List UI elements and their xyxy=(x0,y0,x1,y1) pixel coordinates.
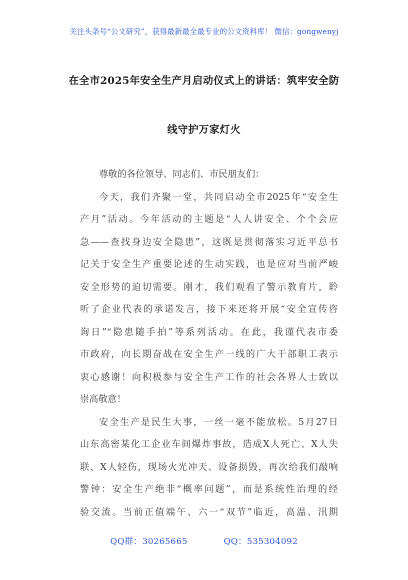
paragraph-line: 今天，我们齐聚一堂，共同启动全市2025年“安全生 xyxy=(99,191,338,203)
document-title-line-2: 线守护万家灯火 xyxy=(167,124,241,136)
paragraph-line: 山东高密某化工企业车间爆炸事故，造成X人死亡、X人失 xyxy=(80,439,338,450)
paragraph-1 xyxy=(80,187,338,412)
paragraph-line: 联、X人轻伤，现场火光冲天、设备损毁，再次给我们敲响 xyxy=(80,461,338,473)
paragraph-line: 衷心感谢！向积极参与安全生产工作的社会各界人士致以 xyxy=(80,371,338,383)
paragraph-line: 验交流。当前正值端午、六一“双节”临近，高温、汛期 xyxy=(80,506,338,518)
qq-group-number[interactable]: QQ群：30265665 xyxy=(110,537,188,547)
paragraph-line: 市政府，向长期奋战在安全生产一线的广大干部职工表示 xyxy=(80,349,338,360)
footer xyxy=(0,535,408,547)
paragraph-line: 急——查找身边安全隐患”，这既是贯彻落实习近平总书 xyxy=(80,236,338,248)
paragraph-2 xyxy=(80,412,338,525)
paragraph-line: 询日”“隐患随手拍”等系列活动。在此，我谨代表市委 xyxy=(80,326,338,338)
paragraph-line: 产月”活动。今年活动的主题是“人人讲安全、个个会应 xyxy=(80,214,338,225)
banner-link[interactable]: 关注头条号“公文研究”，获得最新最全最专业的公文资料库！ 微信：gongwenyj xyxy=(69,27,339,36)
qq-number[interactable]: QQ：535304092 xyxy=(223,537,298,547)
paragraph-line: 记关于安全生产重要论述的生动实践，也是应对当前严峻 xyxy=(80,259,338,270)
greeting-line: 尊敬的各位领导、同志们、市民朋友们： xyxy=(99,169,265,180)
document-title-line-1: 在全市2025年安全生产月启动仪式上的讲话：筑牢安全防 xyxy=(68,75,340,87)
paragraph-line: 警钟：安全生产绝非“概率问题”，而是系统性治理的经 xyxy=(80,484,338,495)
paragraph-line: 安全形势的迫切需要。刚才，我们观看了警示教育片，聆 xyxy=(80,281,338,293)
greeting xyxy=(80,164,338,187)
paragraph-line: 安全生产是民生大事，一丝一毫不能放松。5月27日 xyxy=(99,416,338,428)
paragraph-line: 听了企业代表的承诺发言，接下来还将开展“安全宣传咨 xyxy=(80,304,338,315)
paragraph-line: 崇高敬意！ xyxy=(80,394,126,405)
